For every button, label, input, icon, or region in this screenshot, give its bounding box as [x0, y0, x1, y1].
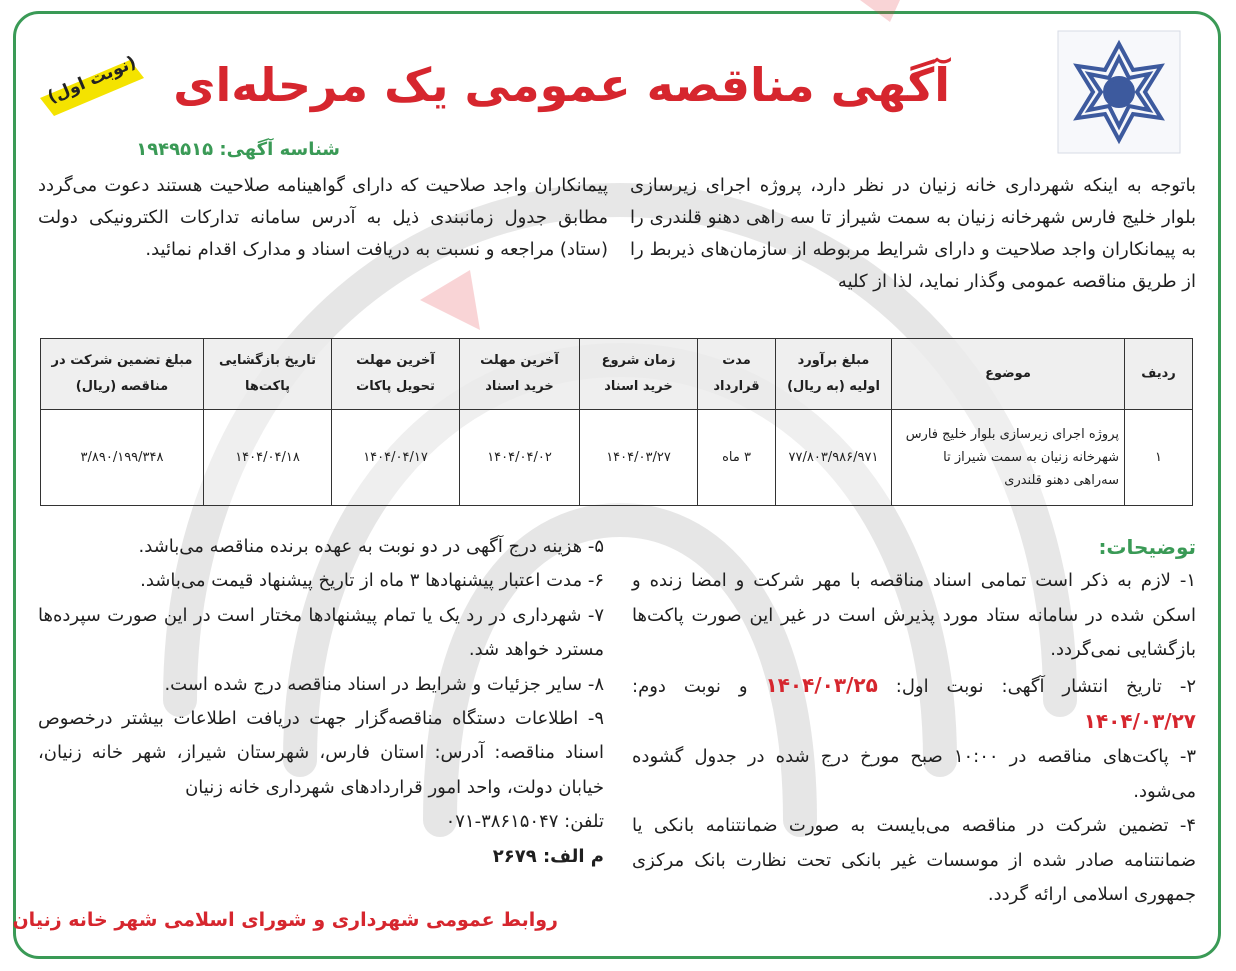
cell-deadline-delivery: ۱۴۰۴/۰۴/۱۷: [332, 410, 460, 506]
col-deadline-purchase: آخرین مهلت خرید اسناد: [460, 339, 580, 410]
cell-estimate: ۷۷/۸۰۳/۹۸۶/۹۷۱: [776, 410, 892, 506]
col-row: ردیف: [1125, 339, 1193, 410]
col-opening: تاریخ بازگشایی پاکت‌ها: [204, 339, 332, 410]
col-estimate: مبلغ برآورد اولیه (به ریال): [776, 339, 892, 410]
note-1: ۱- لازم به ذکر است تمامی اسناد مناقصه با مهر شرکت و امضا زنده و اسکن شده در سامانه ستاد مورد پذیرش است در غیر این صورت پاکت‌ها بازگشایی نمی‌گردد.: [632, 570, 1196, 661]
notes-right-column: [632, 530, 1196, 950]
note-2-date-1: ۱۴۰۴/۰۳/۲۵: [765, 672, 878, 697]
intro-text-right: باتوجه به اینکه شهرداری خانه زنیان در نظر دارد، پروژه اجرای زیرسازی بلوار خلیج فارس شهرخانه زنیان به سمت شیراز تا سه راهی دهنو قلندری را به پیمانکاران واجد صلاحیت و دارای شرایط مربوطه از سازمان‌های ذیربط را از طریق مناقصه عمومی وگذار نماید، لذا از کلیه: [630, 175, 1196, 292]
ad-id: شناسه آگهی: ۱۹۴۹۵۱۵: [136, 139, 340, 160]
note-5: ۵- هزینه درج آگهی در دو نوبت به عهده برنده مناقصه می‌باشد.: [138, 536, 604, 557]
cell-row: ۱: [1125, 410, 1193, 506]
col-subject: موضوع: [892, 339, 1125, 410]
cell-deadline-purchase: ۱۴۰۴/۰۴/۰۲: [460, 410, 580, 506]
table-header-row: [41, 339, 1193, 410]
note-2-mid: و نوبت دوم:: [632, 675, 748, 697]
note-7: ۷- شهرداری در رد یک یا تمام پیشنهادها مختار است در این صورت سپرده‌ها مسترد خواهد شد.: [38, 604, 604, 661]
notes-title: توضیحات:: [1098, 535, 1196, 559]
note-2-date-2: ۱۴۰۴/۰۳/۲۷: [1083, 709, 1196, 734]
cell-duration: ۳ ماه: [698, 410, 776, 506]
intro-text-left: پیمانکاران واجد صلاحیت که دارای گواهینامه صلاحیت هستند دعوت می‌گردد مطابق جدول زمانبندی ذیل به آدرس سامانه تدارکات الکترونیکی دولت (ستاد) مراجعه و نسبت به دریافت اسناد و مدارک اقدام نمائید.: [38, 175, 608, 260]
col-guarantee: مبلغ تضمین شرکت در مناقصه (ریال): [41, 339, 204, 410]
page-title: آگهی مناقصه عمومی یک مرحله‌ای: [173, 58, 950, 112]
cell-opening: ۱۴۰۴/۰۴/۱۸: [204, 410, 332, 506]
note-8: ۸- سایر جزئیات و شرایط در اسناد مناقصه درج شده است.: [164, 673, 604, 695]
municipality-logo: [1057, 30, 1181, 154]
note-9: ۹- اطلاعات دستگاه مناقصه‌گزار جهت دریافت اطلاعات بیشتر درخصوص اسناد مناقصه: آدرس: استان فارس، شهرستان شیراز، شهر خانه زنیان، خیابان دولت، واحد امور قراردادهای شهرداری خانه زنیان: [38, 708, 604, 798]
col-deadline-delivery: آخرین مهلت تحویل پاکات: [332, 339, 460, 410]
col-start: زمان شروع خرید اسناد: [580, 339, 698, 410]
note-3: ۳- پاکت‌های مناقصه در ۱۰:۰۰ صبح مورخ درج شده در جدول گشوده می‌شود.: [632, 746, 1196, 802]
note-2: [632, 668, 1196, 741]
col-duration: مدت قرارداد: [698, 339, 776, 410]
mal-number: م الف: ۲۶۷۹: [492, 845, 604, 867]
tender-table: [40, 338, 1193, 506]
cell-start: ۱۴۰۴/۰۳/۲۷: [580, 410, 698, 506]
note-6: ۶- مدت اعتبار پیشنهادها ۳ ماه از تاریخ پیشنهاد قیمت می‌باشد.: [140, 570, 604, 592]
notes-left-column: [12, 530, 604, 950]
cell-guarantee: ۳/۸۹۰/۱۹۹/۳۴۸: [41, 410, 204, 506]
note-4: ۴- تضمین شرکت در مناقصه می‌بایست به صورت ضمانتنامه بانکی یا ضمانتنامه صادر شده از موسسات غیر بانکی تحت نظارت بانک مرکزی جمهوری اسلامی ارائه گردد.: [632, 815, 1196, 906]
footer-signature: روابط عمومی شهرداری و شورای اسلامی شهر خانه زنیان: [12, 909, 558, 931]
cell-subject: پروژه اجرای زیرسازی بلوار خلیج فارس شهرخانه زنیان به سمت شیراز تا سه‌راهی دهنو قلندری: [892, 410, 1125, 506]
stamp-label: (نوبت اول): [44, 52, 140, 108]
table-row: [41, 410, 1193, 506]
phone: تلفن: ۳۸۶۱۵۰۴۷-۰۷۱: [445, 811, 604, 833]
note-2-prefix: ۲- تاریخ انتشار آگهی: نوبت اول:: [895, 675, 1196, 697]
first-round-stamp: [30, 40, 154, 120]
